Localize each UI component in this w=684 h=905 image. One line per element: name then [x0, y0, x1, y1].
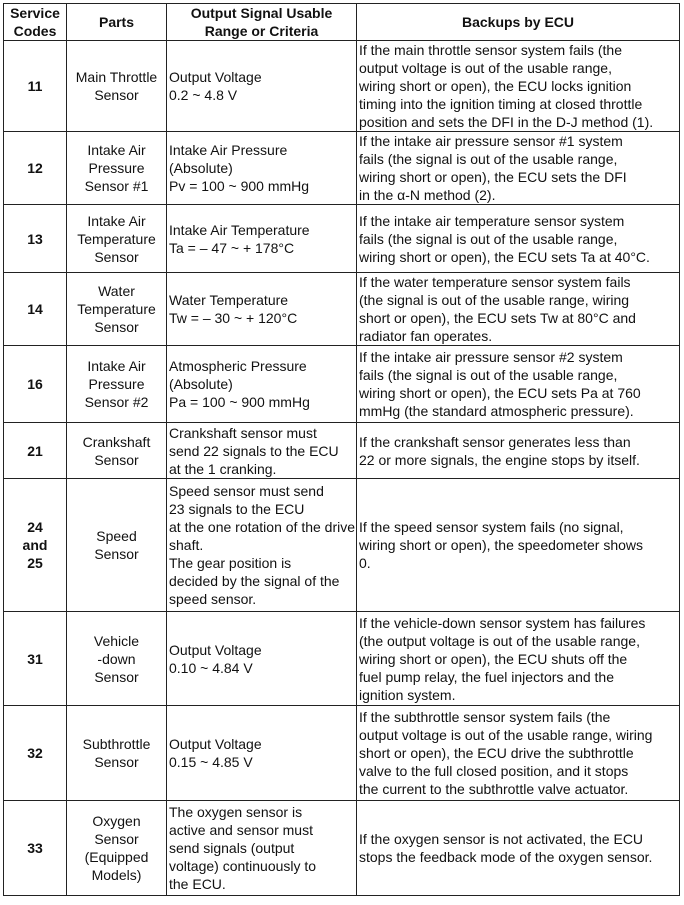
cell-line: Atmospheric Pressure — [169, 358, 307, 374]
service-code-cell — [4, 706, 67, 801]
cell-line: Intake Air Temperature — [169, 221, 310, 238]
cell-line: Speed — [96, 528, 137, 544]
cell-line: Subthrottle — [82, 736, 151, 752]
cell-line: Intake Air — [87, 358, 146, 374]
cell-line: wiring short or open), the ECU sets Ta at 40°C. — [359, 248, 650, 265]
table-body — [4, 41, 680, 896]
cell-line: send 22 signals to the ECU — [169, 442, 339, 459]
cell-line: 23 signals to the ECU — [169, 501, 305, 517]
output-signal-cell — [167, 346, 357, 423]
cell-line: Ta = – 47 ~ + 178°C — [169, 239, 295, 256]
cell-line: (Absolute) — [169, 160, 233, 176]
cell-line: Crankshaft sensor must — [169, 424, 317, 441]
cell-line: Sensor — [94, 754, 139, 770]
cell-line: Main Throttle — [75, 69, 158, 85]
cell-line: If the oxygen sensor is not activated, the ECU — [359, 831, 644, 847]
header-service-codes — [4, 4, 67, 41]
table-row — [4, 423, 680, 479]
cell-line: Intake Air Pressure — [169, 142, 288, 158]
cell-line: 21 — [27, 442, 43, 459]
cell-line: Sensor #2 — [84, 394, 149, 410]
output-signal-cell — [167, 612, 357, 706]
cell-line: 12 — [27, 160, 43, 176]
backup-cell — [357, 612, 680, 706]
cell-line: Temperature — [77, 230, 156, 247]
header-line: Output Signal Usable — [190, 5, 333, 21]
cell-line: Intake Air — [87, 212, 146, 229]
service-code-cell — [4, 132, 67, 205]
cell-line: voltage) continuously to — [169, 858, 317, 874]
part-name-cell — [67, 346, 167, 423]
cell-line: stops the feedback mode of the oxygen sensor. — [359, 849, 653, 865]
cell-line: output voltage is out of the usable range, wiring — [359, 727, 653, 743]
cell-line: 25 — [27, 555, 43, 571]
cell-line: fails (the signal is out of the usable range, — [359, 230, 618, 247]
service-code-cell — [4, 41, 67, 132]
output-signal-cell — [167, 41, 357, 132]
cell-line: If the speed sensor system fails (no signal, — [359, 519, 624, 535]
output-signal-cell — [167, 205, 357, 273]
backup-cell — [357, 273, 680, 346]
backup-cell — [357, 423, 680, 479]
cell-line: active and sensor must — [169, 822, 313, 838]
cell-line: wiring short or open), the ECU locks ignition — [359, 78, 632, 94]
table-row — [4, 612, 680, 706]
service-code-cell — [4, 423, 67, 479]
cell-line: 31 — [27, 650, 43, 667]
cell-line: and — [22, 537, 48, 553]
service-code-cell — [4, 273, 67, 346]
table-row — [4, 479, 680, 612]
cell-line: Pressure — [88, 376, 145, 392]
cell-line: 0.2 ~ 4.8 V — [169, 87, 238, 103]
part-name-cell — [67, 801, 167, 896]
cell-line: Temperature — [77, 301, 156, 317]
cell-line: timing into the ignition timing at closed throttle — [359, 96, 643, 112]
cell-line: output voltage is out of the usable range, — [359, 60, 612, 76]
cell-line: 0.15 ~ 4.85 V — [169, 754, 253, 770]
header-line: Service — [10, 5, 60, 21]
header-backups — [357, 4, 680, 41]
cell-line: fuel pump relay, the fuel injectors and the — [359, 668, 615, 685]
cell-line: Pv = 100 ~ 900 mmHg — [169, 178, 310, 194]
cell-line: Output Voltage — [169, 641, 262, 658]
cell-line: Sensor — [94, 546, 139, 562]
cell-line: shaft. — [169, 537, 204, 553]
cell-line: If the water temperature sensor system fails — [359, 274, 631, 290]
backup-cell — [357, 205, 680, 273]
header-line: Parts — [98, 14, 135, 30]
backup-cell — [357, 346, 680, 423]
cell-line: The oxygen sensor is — [169, 804, 303, 820]
cell-line: Water — [98, 283, 135, 299]
cell-line: at the one rotation of the drive — [169, 519, 356, 535]
backup-cell — [357, 479, 680, 612]
cell-line: 0.10 ~ 4.84 V — [169, 659, 253, 676]
cell-line: in the α-N method (2). — [359, 187, 496, 203]
cell-line: decided by the signal of the — [169, 573, 340, 589]
cell-line: Sensor — [94, 451, 139, 468]
header-line: Backups by ECU — [461, 14, 575, 30]
backup-cell — [357, 41, 680, 132]
cell-line: Output Voltage — [169, 736, 262, 752]
cell-line: If the main throttle sensor system fails (the — [359, 42, 622, 58]
cell-line: short or open), the ECU drive the subthrottle — [359, 745, 634, 761]
cell-line: 0. — [359, 555, 371, 571]
service-code-cell — [4, 205, 67, 273]
header-row — [4, 4, 680, 41]
table-row — [4, 132, 680, 205]
cell-line: Pa = 100 ~ 900 mmHg — [169, 394, 310, 410]
cell-line: Intake Air — [87, 142, 146, 158]
part-name-cell — [67, 132, 167, 205]
header-line: Codes — [13, 23, 57, 39]
backup-cell — [357, 132, 680, 205]
service-codes-table — [3, 3, 680, 896]
cell-line: (the output voltage is out of the usable range, — [359, 632, 640, 649]
cell-line: (the signal is out of the usable range, wiring — [359, 292, 630, 308]
cell-line: fails (the signal is out of the usable range, — [359, 367, 618, 383]
cell-line: Sensor — [94, 87, 139, 103]
cell-line: wiring short or open), the speedometer shows — [359, 537, 644, 553]
backup-cell — [357, 706, 680, 801]
part-name-cell — [67, 706, 167, 801]
backup-cell — [357, 801, 680, 896]
header-line: Range or Criteria — [204, 23, 319, 39]
part-name-cell — [67, 205, 167, 273]
cell-line: If the crankshaft sensor generates less than — [359, 433, 631, 450]
cell-line: (Absolute) — [169, 376, 233, 392]
cell-line: speed sensor. — [169, 591, 257, 607]
cell-line: at the 1 cranking. — [169, 460, 277, 477]
cell-line: send signals (output — [169, 840, 295, 856]
table-row — [4, 346, 680, 423]
cell-line: wiring short or open), the ECU shuts off the — [359, 650, 628, 667]
service-code-cell — [4, 801, 67, 896]
part-name-cell — [67, 423, 167, 479]
cell-line: If the intake air temperature sensor system — [359, 212, 625, 229]
cell-line: Oxygen — [92, 813, 141, 829]
cell-line: Models) — [91, 867, 142, 883]
cell-line: Sensor — [94, 668, 139, 685]
cell-line: Sensor — [94, 831, 139, 847]
table-row — [4, 41, 680, 132]
output-signal-cell — [167, 423, 357, 479]
table-row — [4, 273, 680, 346]
cell-line: 14 — [27, 301, 43, 317]
cell-line: Speed sensor must send — [169, 483, 324, 499]
cell-line: If the vehicle-down sensor system has failures — [359, 614, 646, 631]
cell-line: Water Temperature — [169, 292, 289, 308]
cell-line: radiator fan operates. — [359, 328, 493, 344]
cell-line: If the subthrottle sensor system fails (the — [359, 709, 611, 725]
cell-line: If the intake air pressure sensor #1 system — [359, 133, 623, 149]
cell-line: Tw = – 30 ~ + 120°C — [169, 310, 298, 326]
cell-line: Sensor — [94, 248, 139, 265]
cell-line: 22 or more signals, the engine stops by itself. — [359, 451, 640, 468]
cell-line: Sensor #1 — [84, 178, 149, 194]
cell-line: 33 — [27, 840, 43, 856]
output-signal-cell — [167, 273, 357, 346]
service-code-cell — [4, 479, 67, 612]
cell-line: The gear position is — [169, 555, 292, 571]
header-output-signal — [167, 4, 357, 41]
cell-line: mmHg (the standard atmospheric pressure). — [359, 403, 634, 419]
cell-line: fails (the signal is out of the usable range, — [359, 151, 618, 167]
service-code-cell — [4, 346, 67, 423]
cell-line: 16 — [27, 376, 43, 392]
part-name-cell — [67, 41, 167, 132]
header-parts — [67, 4, 167, 41]
cell-line: wiring short or open), the ECU sets Pa at 760 — [359, 385, 641, 401]
cell-line: -down — [97, 650, 136, 667]
cell-line: the ECU. — [169, 876, 226, 892]
cell-line: Vehicle — [93, 632, 140, 649]
output-signal-cell — [167, 132, 357, 205]
part-name-cell — [67, 612, 167, 706]
cell-line: short or open), the ECU sets Tw at 80°C and — [359, 310, 636, 326]
cell-line: position and sets the DFI in the D-J method (1). — [359, 114, 654, 130]
table-row — [4, 801, 680, 896]
output-signal-cell — [167, 479, 357, 612]
cell-line: (Equipped — [84, 849, 149, 865]
table-row — [4, 205, 680, 273]
service-code-cell — [4, 612, 67, 706]
output-signal-cell — [167, 801, 357, 896]
cell-line: Sensor — [94, 319, 139, 335]
cell-line: Output Voltage — [169, 69, 262, 85]
part-name-cell — [67, 273, 167, 346]
cell-line: Crankshaft — [82, 433, 151, 450]
cell-line: 11 — [27, 78, 43, 94]
cell-line: ignition system. — [359, 686, 456, 703]
output-signal-cell — [167, 706, 357, 801]
cell-line: valve to the full closed position, and it stops — [359, 763, 629, 779]
table-row — [4, 706, 680, 801]
cell-line: wiring short or open), the ECU sets the DFI — [359, 169, 627, 185]
cell-line: Pressure — [88, 160, 145, 176]
part-name-cell — [67, 479, 167, 612]
cell-line: 24 — [27, 519, 43, 535]
cell-line: If the intake air pressure sensor #2 system — [359, 349, 623, 365]
cell-line: 13 — [27, 230, 43, 247]
cell-line: the current to the subthrottle valve actuator. — [359, 781, 629, 797]
cell-line: 32 — [27, 745, 43, 761]
